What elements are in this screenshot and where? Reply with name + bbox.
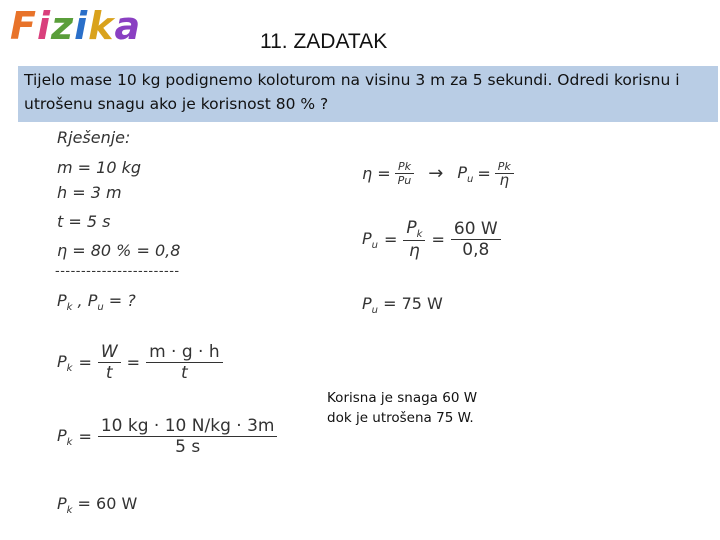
fizika-logo xyxy=(10,4,160,54)
solution-heading: Rješenje: xyxy=(57,128,131,147)
page-title: 11. ZADATAK xyxy=(260,30,388,53)
consumed-power-formula: $P_u$ = $\frac{P_k}{\eta}$ = $\frac{60 W}{0,8}$ xyxy=(362,218,501,261)
useful-power-result: $P_k = 60$ W xyxy=(57,494,138,516)
logo-letter: i xyxy=(36,4,51,48)
answer-line-1: Korisna je snaga 60 W xyxy=(327,390,478,406)
efficiency-formula: η = $\frac{Pk}{Pu}$ → $P_u$ = $\frac{Pk}{\eta}$ xyxy=(362,160,514,187)
logo-letter: a xyxy=(114,4,142,48)
task-line-2: utrošenu snagu ako je korisnost 80 % ? xyxy=(24,95,329,113)
logo-letter: i xyxy=(74,4,89,48)
unknowns: $P_k$ , $P_u$ = ? xyxy=(57,291,136,313)
logo-letter: z xyxy=(51,4,75,48)
given-time: t = 5 s xyxy=(57,212,111,231)
divider: ------------------------ xyxy=(55,264,180,279)
task-line-1: Tijelo mase 10 kg podignemo koloturom na visinu 3 m za 5 sekundi. Odredi korisnu i xyxy=(24,71,680,89)
power-formula: $P_k$ = $\frac{W}{t}$ = $\frac{m \cdot g \cdot h}{t}$ xyxy=(57,342,223,383)
given-height: h = 3 m xyxy=(57,183,122,202)
consumed-power-result: $P_u = 75$ W xyxy=(362,294,443,316)
power-substitution: $P_k$ = $\frac{10 kg \cdot 10 N/kg \cdot 3m}{5 s}$ xyxy=(57,416,277,457)
logo-letter: k xyxy=(88,4,115,48)
logo-letter: F xyxy=(10,4,37,48)
given-mass: m = 10 kg xyxy=(57,158,142,177)
given-efficiency: η = 80 % = 0,8 xyxy=(57,241,181,260)
task-statement xyxy=(18,66,718,122)
logo-text xyxy=(10,4,141,48)
answer-line-2: dok je utrošena 75 W. xyxy=(327,410,474,426)
answer-note xyxy=(327,388,477,428)
arrow-icon: → xyxy=(428,163,444,184)
